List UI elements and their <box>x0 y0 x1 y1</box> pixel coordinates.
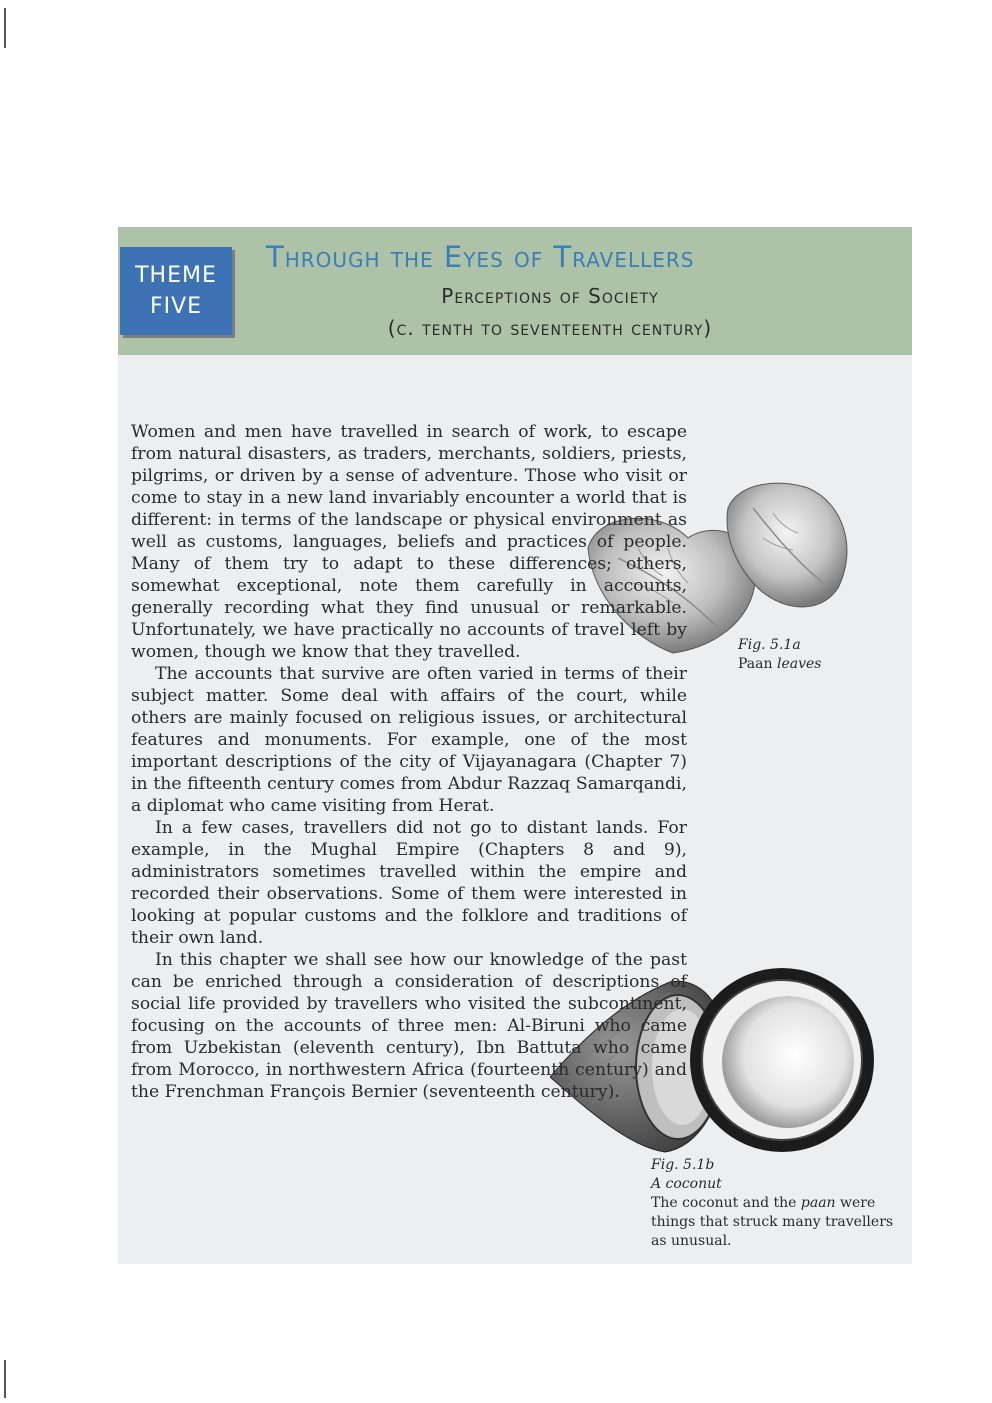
paragraph-4: In this chapter we shall see how our knowledge of the past can be enriched through a consideration of descriptions of social life provided by travellers who visited the subcontinent, focusing on the accounts of three men: Al-Biruni who came from Uzbekistan (eleventh century), Ibn Battuta who came from Morocco, in northwestern Africa (fourteenth century) and the Frenchman François Bernier (seventeenth century). <box>131 950 687 1102</box>
paragraph-3: In a few cases, travellers did not go to distant lands. For example, in the Mughal Empire (Chapters 8 and 9), administrators sometimes travelled within the empire and recorded their observations. Some of them were interested in looking at popular customs and the folklore and traditions of their own land. <box>131 818 687 948</box>
fig-5-1b-title: A coconut <box>651 1176 722 1192</box>
theme-badge-line2: FIVE <box>149 294 203 319</box>
paragraph-2: The accounts that survive are often varied in terms of their subject matter. Some deal with affairs of the court, while others are mainly focused on religious issues, or architectural features and monuments. For example, one of the most important descriptions of the city of Vijayanagara (Chapter 7) in the fifteenth century comes from Abdur Razzaq Samarqandi, a diplomat who came visiting from Herat. <box>131 664 687 816</box>
coconut-half-right-meat <box>722 996 854 1128</box>
fig-5-1b-description <box>651 1194 901 1251</box>
fig-5-1b-caption <box>651 1156 901 1251</box>
fig-5-1b-label: Fig. 5.1b <box>651 1157 715 1173</box>
theme-badge <box>120 247 232 335</box>
scan-edge-mark-top <box>4 8 6 48</box>
chapter-subtitle: Perceptions of Society <box>441 284 659 308</box>
paragraph-1: Women and men have travelled in search of work, to escape from natural disasters, as traders, merchants, soldiers, priests, pilgrims, or driven by a sense of adventure. Those who visit or come to stay in a new land invariably encounter a world that is different: in terms of the landscape or physical environment as well as customs, languages, beliefs and practices of people. Many of them try to adapt to these differences; others, somewhat exceptional, note them carefully in accounts, generally recording what they find unusual or remarkable. Unfortunately, we have practically no accounts of travel left by women, though we know that they travelled. <box>131 422 687 662</box>
scan-edge-mark-bottom <box>4 1360 6 1398</box>
fig-5-1a-word2: leaves <box>776 656 822 672</box>
fig-5-1b-desc-em: paan <box>800 1195 836 1211</box>
fig-5-1a-label: Fig. 5.1a <box>738 637 801 653</box>
fig-5-1a-caption <box>738 636 821 674</box>
theme-badge-line1: THEME <box>135 263 217 288</box>
chapter-intro-text <box>131 421 687 1103</box>
chapter-title: Through the Eyes of Travellers <box>266 240 695 274</box>
fig-5-1a-word1: Paan <box>738 656 773 672</box>
chapter-period: (c. tenth to seventeenth century) <box>387 316 713 340</box>
fig-5-1b-desc-after: were things that struck many travellers as unusual. <box>651 1195 894 1249</box>
fig-5-1b-desc-before: The coconut and the <box>651 1195 797 1211</box>
